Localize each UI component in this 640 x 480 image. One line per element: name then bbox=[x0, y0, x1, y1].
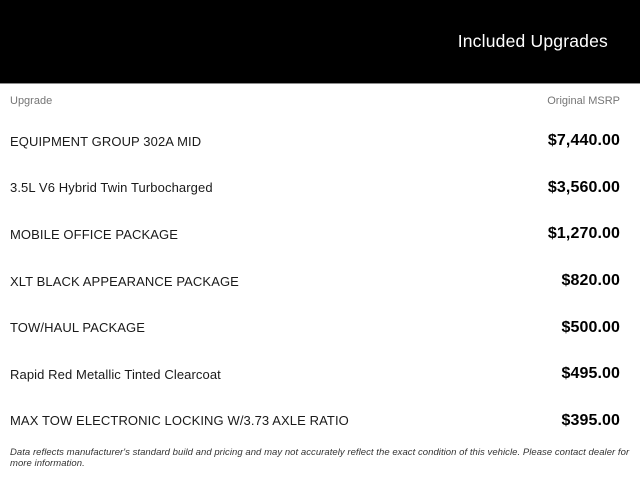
table-row bbox=[10, 165, 620, 212]
upgrade-name: XLT BLACK APPEARANCE PACKAGE bbox=[10, 273, 239, 289]
upgrade-name: EQUIPMENT GROUP 302A MID bbox=[10, 133, 202, 149]
column-header-msrp: Original MSRP bbox=[547, 95, 620, 107]
upgrades-table bbox=[0, 84, 640, 444]
upgrade-price: $820.00 bbox=[561, 272, 620, 290]
table-row bbox=[10, 211, 620, 258]
upgrade-name: TOW/HAUL PACKAGE bbox=[10, 320, 145, 336]
table-row bbox=[10, 118, 620, 165]
upgrade-name: MAX TOW ELECTRONIC LOCKING W/3.73 AXLE RATIO bbox=[10, 413, 349, 429]
upgrade-price: $500.00 bbox=[561, 318, 620, 336]
disclaimer-text: Data reflects manufacturer's standard build and pricing and may not accurately reflect the exact condition of this vehicle. Please contact dealer for more information. bbox=[10, 447, 630, 470]
table-row bbox=[10, 398, 620, 445]
column-header-upgrade: Upgrade bbox=[10, 95, 53, 107]
page-title: Included Upgrades bbox=[457, 31, 608, 51]
upgrade-price: $395.00 bbox=[561, 411, 620, 429]
upgrade-price: $7,440.00 bbox=[547, 132, 620, 150]
header-bar bbox=[0, 0, 640, 84]
upgrades-table-body bbox=[10, 118, 620, 444]
table-row bbox=[10, 258, 620, 305]
upgrade-name: Rapid Red Metallic Tinted Clearcoat bbox=[10, 366, 221, 382]
table-row bbox=[10, 351, 620, 398]
upgrade-name: 3.5L V6 Hybrid Twin Turbocharged bbox=[10, 180, 213, 196]
table-row bbox=[10, 304, 620, 351]
upgrade-name: MOBILE OFFICE PACKAGE bbox=[10, 226, 179, 242]
upgrade-price: $495.00 bbox=[561, 365, 620, 383]
table-column-header-row bbox=[10, 84, 620, 118]
upgrade-price: $1,270.00 bbox=[547, 225, 620, 243]
upgrade-price: $3,560.00 bbox=[547, 178, 620, 196]
